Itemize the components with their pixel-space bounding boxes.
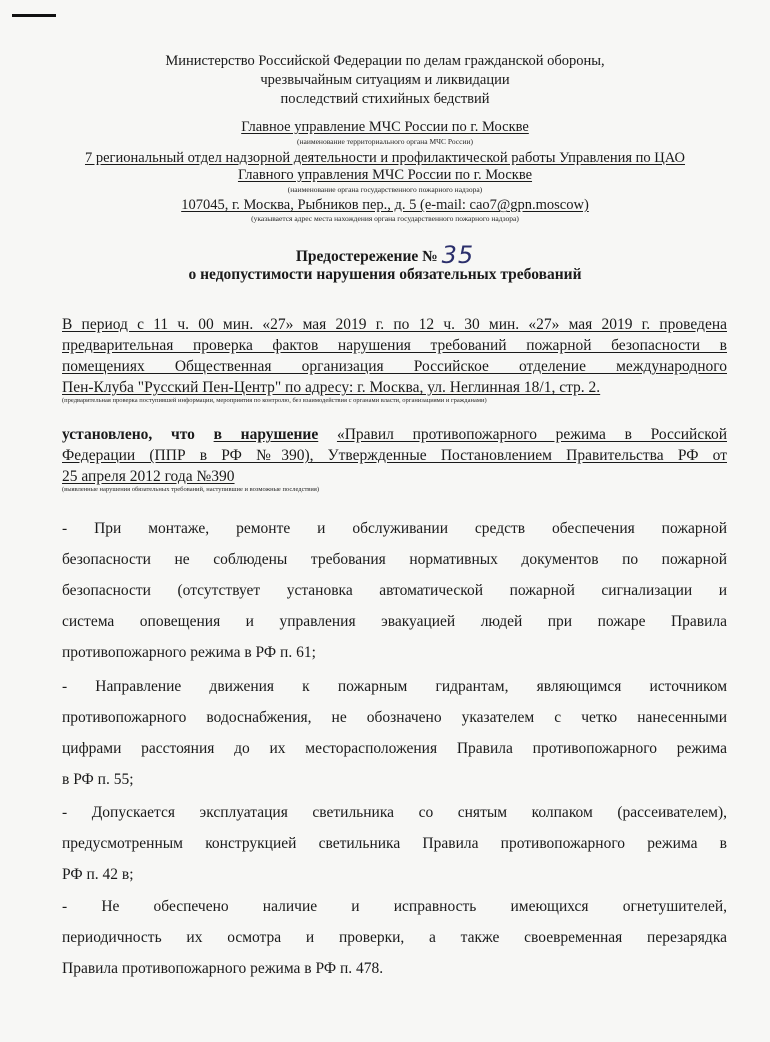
address-caption: (указывается адрес места нахождения органа государственного пожарного надзора) xyxy=(251,214,519,223)
violation-line: - При монтаже, ремонте и обслуживании средств обеспечения пожарной xyxy=(62,520,727,537)
inspection-caption: (предварительная проверка поступившей информации, мероприятия по контролю, без взаимодействия с органами власти, организациями и гражданами) xyxy=(62,397,487,404)
violation-line: РФ п. 42 в; xyxy=(62,866,134,883)
violation-line: система оповещения и управления эвакуацией людей при пожаре Правила xyxy=(62,613,727,630)
rules-line: Федерации (ППР в РФ №390), Утвержденные Постановлением Правительства РФ от xyxy=(62,447,727,464)
inspection-line: предварительная проверка фактов нарушения требований пожарной безопасности в xyxy=(62,337,727,354)
rules-line: 25 апреля 2012 года №390 xyxy=(62,468,235,485)
handwritten-number: 35 xyxy=(441,241,475,269)
department-caption: (наименование органа государственного пожарного надзора) xyxy=(287,185,483,194)
established-paragraph xyxy=(62,424,727,487)
document-subtitle: о недопустимости нарушения обязательных требований xyxy=(188,266,582,283)
violation-line: предусмотренным конструкцией светильника Правила противопожарного режима в xyxy=(62,835,727,852)
territorial-caption: (наименование территориального органа МЧС России) xyxy=(297,137,473,146)
inspection-paragraph xyxy=(62,314,727,398)
ministry-line: Министерство Российской Федерации по делам гражданской обороны, xyxy=(165,53,605,69)
violation-line: Правила противопожарного режима в РФ п. 478. xyxy=(62,960,384,977)
ministry-header xyxy=(0,52,770,109)
inspection-line: В период с 11 ч. 00 мин. «27» мая 2019 г. по 12 ч. 30 мин. «27» мая 2019 г. проведена xyxy=(62,316,727,333)
violation-line: - Не обеспечено наличие и исправность имеющихся огнетушителей, xyxy=(62,898,727,915)
violation-line: безопасности не соблюдены требования нормативных документов по пожарной xyxy=(62,551,727,568)
violation-line: противопожарного режима в РФ п. 61; xyxy=(62,644,316,661)
ministry-line: чрезвычайным ситуациям и ликвидации xyxy=(260,72,510,88)
violation-item xyxy=(62,513,727,668)
corner-mark xyxy=(12,14,56,17)
inspection-line: Пен-Клуба "Русский Пен-Центр" по адресу: г. Москва, ул. Неглинная 18/1, стр. 2. xyxy=(62,379,601,396)
territorial-organ: Главное управление МЧС России по г. Москве xyxy=(241,119,529,135)
violation-item xyxy=(62,797,727,890)
violation-line: в РФ п. 55; xyxy=(62,771,134,788)
violation-item xyxy=(62,671,727,795)
department-line-2: Главного управления МЧС России по г. Москве xyxy=(237,167,533,183)
ministry-line: последствий стихийных бедствий xyxy=(280,91,490,107)
violations-caption: (выявленные нарушения обязательных требований, наступившие и возможные последствия) xyxy=(62,486,319,493)
department-line-1: 7 региональный отдел надзорной деятельности и профилактической работы Управления по ЦАО xyxy=(85,150,685,166)
violation-line: безопасности (отсутствует установка автоматической пожарной сигнализации и xyxy=(62,582,727,599)
violation-line: периодичность их осмотра и проверки, а также своевременная перезарядка xyxy=(62,929,727,946)
violation-item xyxy=(62,891,727,984)
violation-line: противопожарного водоснабжения, не обозначено указателем с четко нанесенными xyxy=(62,709,727,726)
violation-line: - Допускается эксплуатация светильника со снятым колпаком (рассеивателем), xyxy=(62,804,727,821)
violation-line: - Направление движения к пожарным гидрантам, являющимся источником xyxy=(62,678,727,695)
violation-line: цифрами расстояния до их месторасположения Правила противопожарного режима xyxy=(62,740,727,757)
document-title: Предостережение № 35 xyxy=(295,241,475,269)
established-line: установлено, что в нарушение «Правил противопожарного режима в Российской xyxy=(62,426,727,443)
inspection-line: помещениях Общественная организация Российское отделение международного xyxy=(62,358,727,375)
address-line: 107045, г. Москва, Рыбников пер., д. 5 (e-mail: cao7@gpn.moscow) xyxy=(181,197,589,213)
